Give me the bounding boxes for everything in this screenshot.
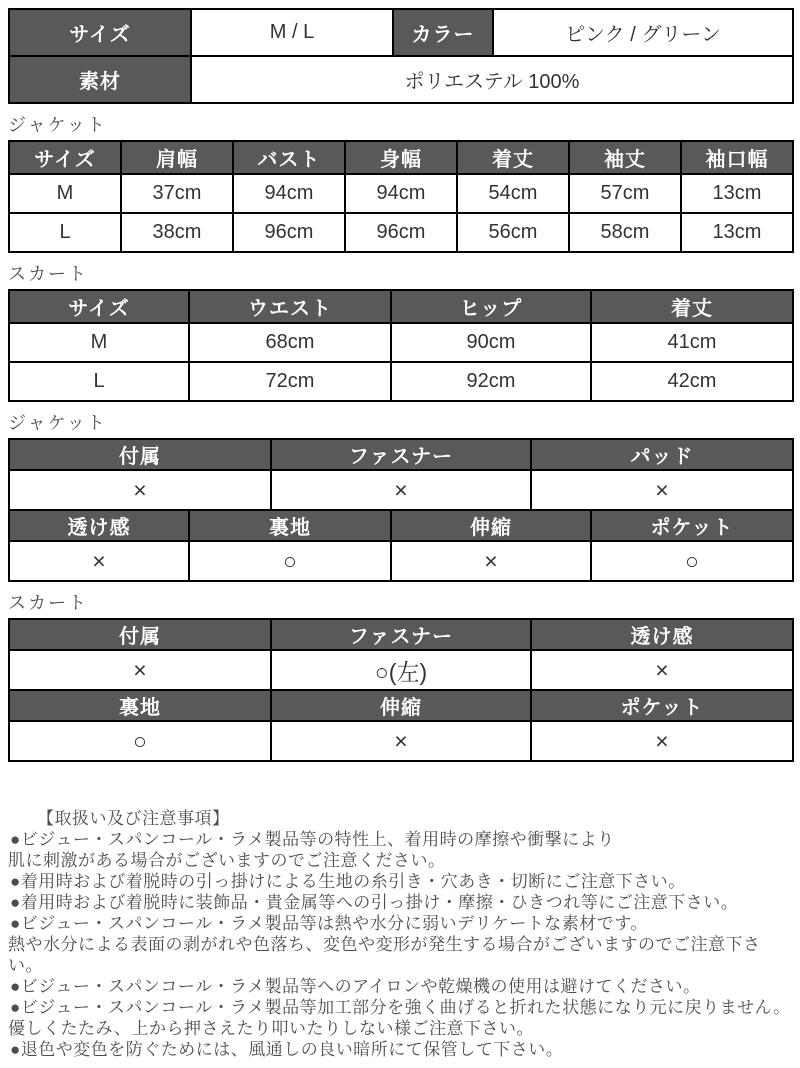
table-row [9, 213, 793, 252]
spec-material-value: ポリエステル 100% [191, 56, 793, 103]
jacket-size-table [8, 140, 794, 253]
care-notes [8, 808, 792, 1060]
header-cell: 身幅 [345, 141, 457, 174]
feature-value-cell: ○ [591, 541, 793, 581]
spec-material-label: 素材 [9, 56, 191, 103]
feature-value-cell: × [531, 650, 793, 690]
header-cell: ポケット [531, 690, 793, 721]
header-cell: ファスナー [271, 619, 531, 650]
header-cell: ファスナー [271, 439, 531, 470]
header-cell: サイズ [9, 141, 121, 174]
header-cell: ウエスト [189, 290, 391, 323]
skirt-features-table-bottom [8, 689, 794, 762]
header-cell: 裏地 [9, 690, 271, 721]
feature-value-cell: × [9, 541, 189, 581]
feature-value-cell: × [271, 721, 531, 761]
value-cell: M [9, 174, 121, 213]
value-cell: 42cm [591, 362, 793, 401]
spec-size-label: サイズ [9, 9, 191, 56]
header-cell: 伸縮 [271, 690, 531, 721]
value-cell: 41cm [591, 323, 793, 362]
care-note-line: ●ビジュー・スパンコール・ラメ製品等は熱や水分に弱いデリケートな素材です。 [10, 914, 648, 933]
jacket-features-section-label: ジャケット [8, 413, 107, 433]
table-row [9, 619, 793, 650]
header-cell: 付属 [9, 439, 271, 470]
table-row [9, 174, 793, 213]
table-row [9, 470, 793, 510]
table-row [9, 9, 793, 56]
skirt-size-table [8, 289, 794, 402]
skirt-size-section-label: スカート [8, 264, 88, 284]
value-cell: M [9, 323, 189, 362]
table-row [9, 141, 793, 174]
table-row [9, 290, 793, 323]
value-cell: 94cm [233, 174, 345, 213]
jacket-features-table-bottom [8, 509, 794, 582]
table-row [9, 721, 793, 761]
feature-value-cell: × [391, 541, 591, 581]
value-cell: 90cm [391, 323, 591, 362]
value-cell: 72cm [189, 362, 391, 401]
header-cell: バスト [233, 141, 345, 174]
value-cell: 56cm [457, 213, 569, 252]
value-cell: 92cm [391, 362, 591, 401]
value-cell: 96cm [345, 213, 457, 252]
table-row [9, 690, 793, 721]
care-note-line: ●着用時および着脱時の引っ掛けによる生地の糸引き・穴あき・切断にご注意下さい。 [10, 872, 686, 891]
table-row [9, 541, 793, 581]
care-note-line: 熱や水分による表面の剥がれや色落ち、変色や変形が発生する場合がございますのでご注意下さい。 [8, 935, 761, 975]
value-cell: 37cm [121, 174, 233, 213]
header-cell: 袖口幅 [681, 141, 793, 174]
feature-value-cell: ○ [9, 721, 271, 761]
value-cell: 94cm [345, 174, 457, 213]
header-cell: 袖丈 [569, 141, 681, 174]
header-cell: 裏地 [189, 510, 391, 541]
feature-value-cell: ○(左) [271, 650, 531, 690]
value-cell: L [9, 213, 121, 252]
header-cell: サイズ [9, 290, 189, 323]
header-cell: 透け感 [531, 619, 793, 650]
header-cell: ポケット [591, 510, 793, 541]
care-note-line: ●退色や変色を防ぐためには、風通しの良い暗所にて保管して下さい。 [10, 1040, 564, 1059]
care-note-line: ●ビジュー・スパンコール・ラメ製品等へのアイロンや乾燥機の使用は避けてください。 [10, 977, 701, 996]
value-cell: 57cm [569, 174, 681, 213]
value-cell: 13cm [681, 174, 793, 213]
feature-value-cell: × [531, 470, 793, 510]
spec-table [8, 8, 794, 104]
value-cell: 38cm [121, 213, 233, 252]
table-row [9, 56, 793, 103]
care-note-line: 肌に刺激がある場合がございますのでご注意ください。 [8, 851, 446, 870]
header-cell: 着丈 [591, 290, 793, 323]
header-cell: 肩幅 [121, 141, 233, 174]
table-row [9, 650, 793, 690]
table-row [9, 439, 793, 470]
value-cell: L [9, 362, 189, 401]
header-cell: 着丈 [457, 141, 569, 174]
feature-value-cell: × [271, 470, 531, 510]
value-cell: 96cm [233, 213, 345, 252]
value-cell: 68cm [189, 323, 391, 362]
value-cell: 13cm [681, 213, 793, 252]
header-cell: ヒップ [391, 290, 591, 323]
spec-size-value: M / L [191, 9, 393, 56]
care-notes-title: 【取扱い及び注意事項】 [37, 809, 230, 828]
care-note-line: ●着用時および着脱時に装飾品・貴金属等への引っ掛け・摩擦・ひきつれ等にご注意下さい。 [10, 893, 739, 912]
care-note-line: ●ビジュー・スパンコール・ラメ製品等加工部分を強く曲げると折れた状態になり元に戻りません。 [10, 998, 791, 1017]
jacket-features-table-top [8, 438, 794, 511]
header-cell: 透け感 [9, 510, 189, 541]
value-cell: 58cm [569, 213, 681, 252]
spec-color-label: カラー [393, 9, 493, 56]
skirt-features-table-top [8, 618, 794, 691]
jacket-size-section-label: ジャケット [8, 115, 107, 135]
feature-value-cell: × [9, 650, 271, 690]
table-row [9, 510, 793, 541]
spec-color-value: ピンク / グリーン [493, 9, 793, 56]
table-row [9, 362, 793, 401]
header-cell: 付属 [9, 619, 271, 650]
feature-value-cell: × [9, 470, 271, 510]
feature-value-cell: ○ [189, 541, 391, 581]
value-cell: 54cm [457, 174, 569, 213]
table-row [9, 323, 793, 362]
feature-value-cell: × [531, 721, 793, 761]
care-note-line: ●ビジュー・スパンコール・ラメ製品等の特性上、着用時の摩擦や衝撃により [10, 830, 615, 849]
header-cell: パッド [531, 439, 793, 470]
care-note-line: 優しくたたみ、上から押さえたり叩いたりしない様ご注意下さい。 [8, 1019, 535, 1038]
header-cell: 伸縮 [391, 510, 591, 541]
skirt-features-section-label: スカート [8, 593, 88, 613]
